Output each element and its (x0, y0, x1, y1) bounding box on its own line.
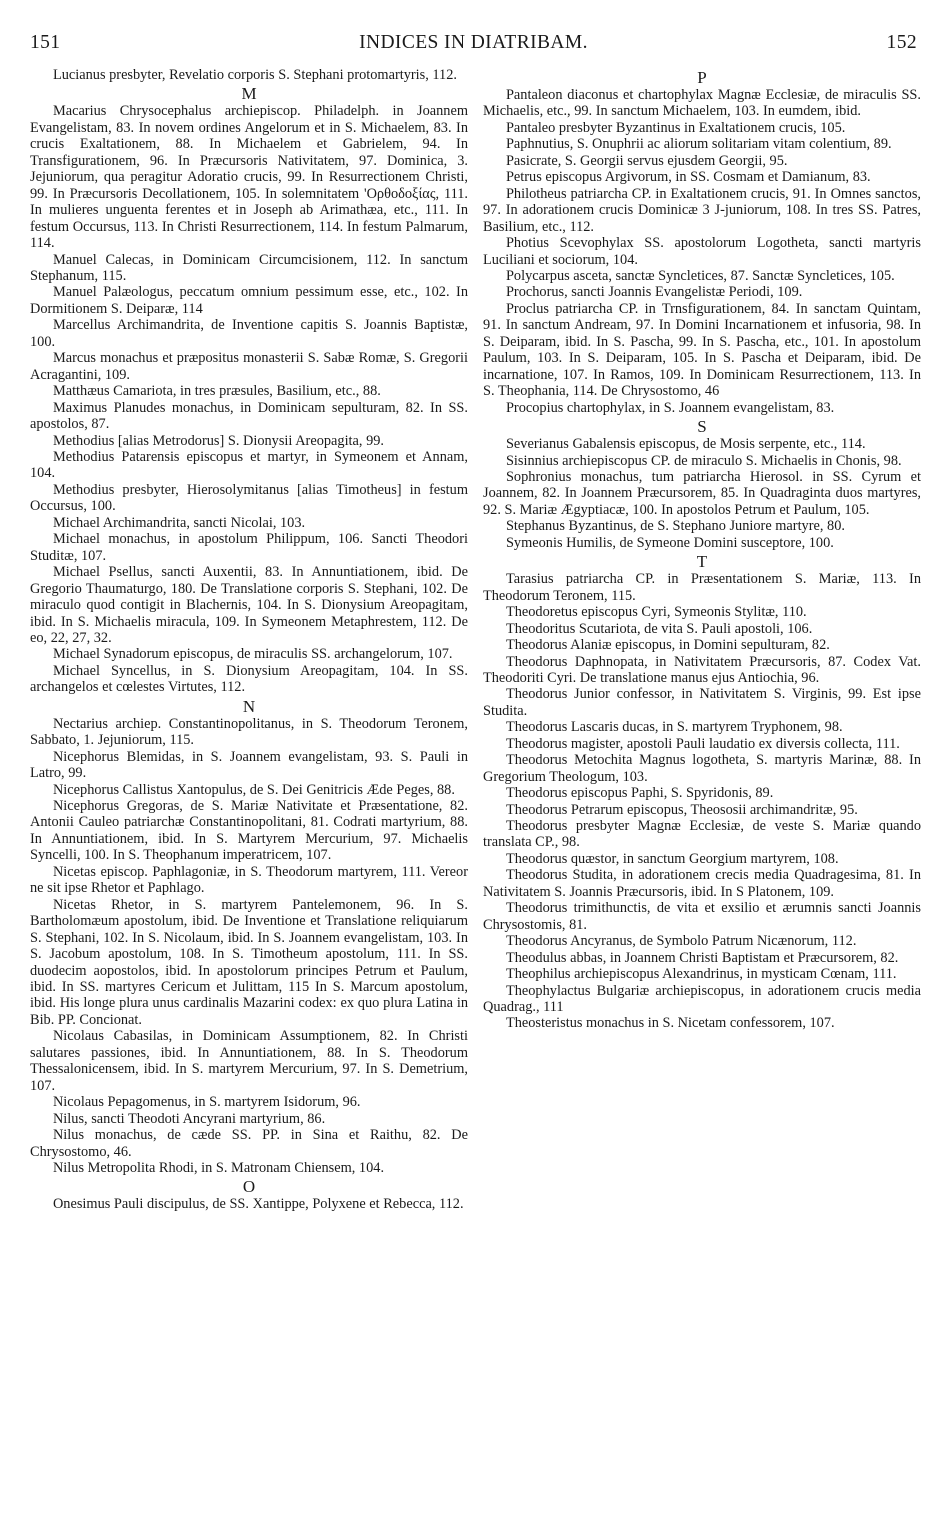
index-entry: Manuel Calecas, in Dominicam Circumcisionem, 112. In sanctum Stephanum, 115. (30, 251, 468, 284)
section-letter: T (696, 552, 708, 572)
index-entry: Procopius chartophylax, in S. Joannem evangelistam, 83. (505, 399, 835, 416)
section-letter: O (242, 1177, 256, 1197)
index-entry: Theodorus Junior confessor, in Nativitatem S. Virginis, 99. Est ipse Studita. (483, 686, 921, 719)
section-letter: S (697, 417, 707, 437)
index-entry: Polycarpus asceta, sanctæ Syncletices, 87. Sanctæ Syncletices, 105. (505, 267, 895, 284)
index-entry: Nicephorus Gregoras, de S. Mariæ Nativitate et Præsentatione, 82. Antonii Cauleo patriarchæ Constantinopolitani, 81. Codrati martyrium, 88. In Annuntiationem, ibid. In S. Martyrem Mercurium, 97. Michaelis Syncelli, 100. In S. Theophanum imperatricem, 107. (30, 798, 468, 864)
index-entry: Symeonis Humilis, de Symeone Domini susceptore, 100. (505, 534, 834, 551)
index-entry: Tarasius patriarcha CP. in Præsentationem S. Mariæ, 113. In Theodorum Teronem, 115. (483, 571, 921, 604)
section-letter: P (697, 68, 707, 87)
index-entry: Macarius Chrysocephalus archiepiscop. Philadelph. in Joannem Evangelistam, 83. In novem ordines Angelorum et in S. Michaelem, 83. In crucis Exaltationem, 88. In Michaelem et Gabrielem, 94. In Transfigurationem, 96. In Præcursoris Nativitatem, 97. Dominica, 3. Jejuniorum, qua peragitur Adoratio crucis, 99. In Resurrectionem Christi, 99. In Præcursoris Decollationem, 105. In solemnitatem 'Ορθοδοξίας, 111. In mulieres unguenta ferentes et in Joseph ab Arimathæa, etc., 111. In festum Occursus, 113. In Christi Resurrectionem, 114. In festum Palmarum, 114. (30, 103, 468, 252)
index-entry: Pantaleo presbyter Byzantinus in Exaltationem crucis, 105. (505, 119, 846, 136)
index-entry: Lucianus presbyter, Revelatio corporis S. Stephani protomartyris, 112. (52, 67, 457, 83)
index-entry: Nicetas Rhetor, in S. martyrem Pantelemonem, 96. In S. Bartholomæum apostolum, ibid. De Inventione et Translatione reliquiarum S. Stephani, 102. In S. Nicolaum, ibid. In S. Joannem evangelistam, 103. In S. Jacobum apostolum, 108. In S. Timotheum apostolum, 111. In SS. duodecim aopostolos, ibid. In apostolorum principes Petrum et Paulum, ibid. In SS. martyres Cericum et Julittam, 115 In S. Marcum apostolum, ibid. His longe plura unus cardinalis Mazarini codex: ex quo plura Latina in Bib. PP. Concionat. (30, 896, 468, 1028)
index-entry: Proclus patriarcha CP. in Trnsfigurationem, 84. In sanctam Quintam, 91. In sanctum Andream, 97. In Domini Incarnationem et infusoria, 98. In S. Deiparam, ibid. In S. Pascha, 99. In S. Pascha, etc., 101. In apostolum Paulum, 103. In S. Deiparam, 105. In S. Pascha et Deiparam, ibid. De incarnatione, 107. In Ramos, 109. In Dominicam Resurrectionem, 113. In S. Theophania, 114. De Chrysostomo, 46 (483, 300, 921, 400)
index-entry: Paphnutius, S. Onuphrii ac aliorum solitariam vitam colentium, 89. (505, 136, 892, 153)
index-entry: Onesimus Pauli discipulus, de SS. Xantippe, Polyxene et Rebecca, 112. (52, 1196, 464, 1213)
index-entry: Petrus episcopus Argivorum, in SS. Cosmam et Damianum, 83. (505, 169, 871, 186)
index-entry: Nilus Metropolita Rhodi, in S. Matronam Chiensem, 104. (52, 1160, 385, 1176)
index-entry: Theophylactus Bulgariæ archiepiscopus, in adorationem crucis media Quadrag., 111 (483, 982, 921, 1016)
page-number-left: 151 (30, 32, 61, 53)
index-entry: Nilus monachus, de cæde SS. PP. in Sina et Raithu, 82. De Chrysostomo, 46. (30, 1127, 468, 1160)
index-entry: Michael Synadorum episcopus, de miraculis SS. archangelorum, 107. (52, 646, 453, 663)
page-header (30, 32, 917, 58)
section-letter: N (242, 696, 256, 716)
index-entry: Theodorus episcopus Paphi, S. Spyridonis, 89. (505, 785, 774, 802)
index-entry: Michael Psellus, sancti Auxentii, 83. In Annuntiationem, ibid. De Gregorio Thaumaturgo, 180. De Translatione corporis S. Stephani, 102. De miraculo quod contigit in Blachernis, 104. In S. Dionysium Areopagitam, ibid. In S. Michaelis miracula, 109. In Symeonem Metaphrestem, 112. De eo, 22, 27, 32. (30, 564, 468, 646)
index-entry: Theodorus Petrarum episcopus, Theososii archimandritæ, 95. (505, 801, 858, 818)
section-letter: M (241, 84, 257, 104)
index-entry: Nectarius archiep. Constantinopolitanus, in S. Theodorum Teronem, Sabbato, 1. Jejuniorum, 115. (30, 715, 468, 749)
index-entry: Pantaleon diaconus et chartophylax Magnæ Ecclesiæ, de miraculis SS. Michaelis, etc., 99. In sanctum Michaelem, 103. In eumdem, ibid. (483, 87, 921, 120)
index-entry: Nicephorus Blemidas, in S. Joannem evangelistam, 93. S. Pauli in Latro, 99. (30, 748, 468, 782)
index-entry: Methodius [alias Metrodorus] S. Dionysii Areopagita, 99. (52, 432, 385, 449)
index-entry: Sophronius monachus, tum patriarcha Hierosol. in SS. Cyrum et Joannem, 82. In Joannem Præcursorem, 85. In Quadraginta duos martyres, 92. S. Mariæ Ægyptiacæ, 100. In apostolos Petrum et Paulum, 105. (483, 468, 921, 518)
index-entry: Prochorus, sancti Joannis Evangelistæ Periodi, 109. (505, 284, 803, 301)
index-entry: Theodorus quæstor, in sanctum Georgium martyrem, 108. (505, 850, 839, 867)
index-entry: Theodorus Ancyranus, de Symbolo Patrum Nicænorum, 112. (505, 933, 857, 950)
index-entry: Theodorus Studita, in adorationem crecis media Quadragesima, 81. In Nativitatem S. Joannis Præcursoris, ibid. In S Platonem, 109. (483, 867, 921, 900)
right-column (483, 67, 921, 1032)
index-entry: Nicolaus Pepagomenus, in S. martyrem Isidorum, 96. (52, 1094, 361, 1111)
index-entry: Nicetas episcop. Paphlagoniæ, in S. Theodorum martyrem, 111. Vereor ne sit ipse Rhetor et Paphlago. (30, 863, 468, 897)
index-entry: Sisinnius archiepiscopus CP. de miraculo S. Michaelis in Chonis, 98. (505, 452, 902, 469)
index-entry: Manuel Palæologus, peccatum omnium pessimum esse, etc., 102. In Dormitionem S. Deiparæ, 114 (30, 284, 468, 317)
index-entry: Matthæus Camariota, in tres præsules, Basilium, etc., 88. (52, 383, 381, 400)
index-entry: Michael Archimandrita, sancti Nicolai, 103. (52, 514, 306, 531)
page-number-right: 152 (886, 32, 917, 53)
index-entry: Stephanus Byzantinus, de S. Stephano Juniore martyre, 80. (505, 518, 845, 535)
left-column (30, 67, 468, 1213)
index-entry: Theodoretus episcopus Cyri, Symeonis Stylitæ, 110. (505, 604, 807, 621)
index-entry: Marcus monachus et præpositus monasterii S. Sabæ Romæ, S. Gregorii Acragantini, 109. (30, 350, 468, 383)
index-entry: Theodorus Daphnopata, in Nativitatem Præcursoris, 87. Codex Vat. Theodoriti Cyri. De translatione manus ejus Antiochia, 96. (483, 653, 921, 686)
index-entry: Methodius Patarensis episcopus et martyr, in Symeonem et Annam, 104. (30, 448, 468, 482)
index-entry: Methodius presbyter, Hierosolymitanus [alias Timotheus] in festum Occursus, 100. (30, 481, 468, 515)
index-entry: Theodorus presbyter Magnæ Ecclesiæ, de veste S. Mariæ quando translata CP., 98. (483, 818, 921, 851)
index-entry: Theophilus archiepiscopus Alexandrinus, in mysticam Cœnam, 111. (505, 966, 897, 983)
index-entry: Maximus Planudes monachus, in Dominicam sepulturam, 82. In SS. apostolos, 87. (30, 399, 468, 433)
index-entry: Marcellus Archimandrita, de Inventione capitis S. Joannis Baptistæ, 100. (30, 317, 468, 350)
index-entry: Nilus, sancti Theodoti Ancyrani martyrium, 86. (52, 1110, 326, 1127)
index-entry: Nicephorus Callistus Xantopulus, de S. Dei Genitricis Æde Peges, 88. (52, 781, 455, 798)
index-entry: Michael Syncellus, in S. Dionysium Areopagitam, 104. In SS. archangelos et cœlestes Virtutes, 112. (30, 662, 468, 696)
index-entry: Theodorus Metochita Magnus logotheta, S. martyris Marinæ, 88. In Gregorium Theologum, 103. (483, 752, 921, 785)
index-entry: Severianus Gabalensis episcopus, de Mosis serpente, etc., 114. (505, 436, 866, 453)
index-entry: Theodorus Alaniæ episcopus, in Domini sepulturam, 82. (505, 637, 830, 654)
running-title: INDICES IN DIATRIBAM. (359, 32, 588, 53)
index-entry: Nicolaus Cabasilas, in Dominicam Assumptionem, 82. In Christi salutares passiones, ibid. In Annuntiationem, 88. In S. Theodorum Thessalonicensem, ibid. In S. martyrem Mercurium, 97. In S. Demetrium, 107. (30, 1028, 468, 1094)
index-entry: Theodulus abbas, in Joannem Christi Baptistam et Præcursorem, 82. (505, 949, 899, 966)
index-entry: Pasicrate, S. Georgii servus ejusdem Georgii, 95. (505, 152, 788, 169)
index-entry: Theodoritus Scutariota, de vita S. Pauli apostoli, 106. (505, 620, 813, 637)
index-entry: Theodorus trimithunctis, de vita et exsilio et ærumnis sancti Joannis Chrysostomis, 81. (483, 900, 921, 933)
index-entry: Photius Scevophylax SS. apostolorum Logotheta, sancti martyris Luciliani et sociorum, 104. (483, 235, 921, 268)
index-entry: Theodorus Lascaris ducas, in S. martyrem Tryphonem, 98. (505, 719, 843, 736)
index-entry: Theodorus magister, apostoli Pauli laudatio ex diversis collecta, 111. (505, 735, 900, 752)
index-entry: Theosteristus monachus in S. Nicetam confessorem, 107. (505, 1015, 835, 1032)
index-entry: Philotheus patriarcha CP. in Exaltationem crucis, 91. In Omnes sanctos, 97. In adorationem crucis Dominicæ 3 J-juniorum, 108. In tres SS. Patres, Basilium, etc., 112. (483, 185, 921, 235)
index-entry: Michael monachus, in apostolum Philippum, 106. Sancti Theodori Studitæ, 107. (30, 531, 468, 564)
